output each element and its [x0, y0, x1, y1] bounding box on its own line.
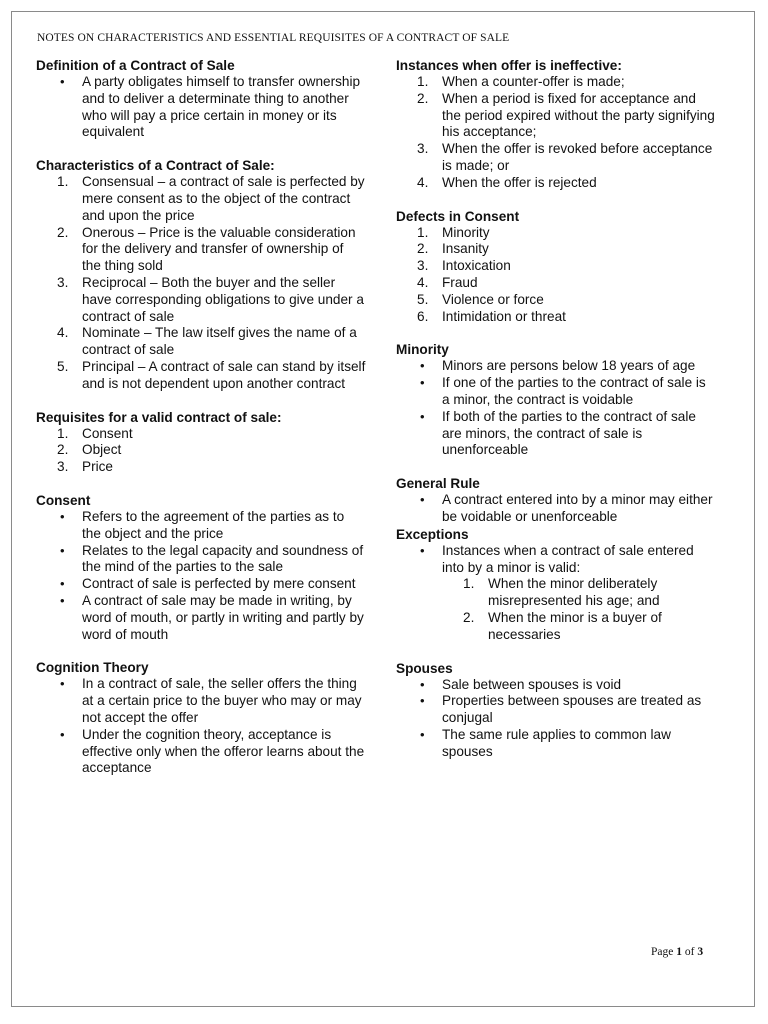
list-item: • Under the cognition theory, acceptance is effective only when the offeror learns about the acceptance [82, 727, 366, 777]
list-item: • In a contract of sale, the seller offers the thing at a certain price to the buyer who may or may not accept the offer [82, 676, 366, 726]
list-item: • Relates to the legal capacity and soundness of the mind of the parties to the sale [82, 543, 366, 577]
page-total: 3 [697, 946, 704, 958]
section-defects-in-consent [396, 208, 716, 326]
minority-list [396, 358, 716, 459]
list-item: Intoxication [442, 258, 511, 274]
list-item: Price [82, 459, 113, 475]
section-exceptions [396, 526, 716, 644]
ineffective-list [396, 74, 716, 192]
exceptions-sublist [442, 576, 716, 643]
list-item: Consent [82, 425, 133, 441]
of-word: of [684, 946, 695, 958]
cognition-list [36, 676, 366, 777]
list-item: Insanity [442, 241, 489, 257]
document-title: NOTES ON CHARACTERISTICS AND ESSENTIAL REQUISITES OF A CONTRACT OF SALE [37, 32, 510, 44]
section-cognition-theory [36, 659, 366, 777]
list-item: When the minor deliberately misrepresented his age; and [488, 576, 660, 609]
list-item: • A party obligates himself to transfer ownership and to deliver a determinate thing to another who will pay a price certain in money or its equivalent [82, 74, 366, 141]
exceptions-item-text: Instances when a contract of sale entered into by a minor is valid: [442, 542, 694, 575]
list-item: • Refers to the agreement of the parties as to the object and the price [82, 509, 366, 543]
list-item: • Contract of sale is perfected by mere consent [82, 576, 366, 593]
heading-definition: Definition of a Contract of Sale [36, 58, 235, 73]
heading-requisites: Requisites for a valid contract of sale: [36, 409, 282, 425]
list-item [442, 543, 716, 644]
spouses-list [396, 677, 716, 761]
list-item: When the offer is revoked before acceptance is made; or [442, 141, 713, 173]
section-offer-ineffective [396, 57, 716, 192]
list-item: Principal – A contract of sale can stand by itself and is not dependent upon another contract [82, 358, 366, 391]
section-general-rule [396, 475, 716, 526]
list-item: Minority [442, 224, 490, 240]
section-requisites [36, 409, 366, 476]
section-spouses [396, 660, 716, 761]
list-item: • A contract entered into by a minor may either be voidable or unenforceable [442, 492, 716, 526]
list-item: Onerous – Price is the valuable consideration for the delivery and transfer of ownership of the thing sold [82, 224, 356, 274]
list-item: When the offer is rejected [442, 174, 597, 190]
general-rule-list [396, 492, 716, 526]
left-column [36, 57, 366, 777]
defects-list [396, 225, 716, 326]
list-item: • If one of the parties to the contract of sale is a minor, the contract is voidable [442, 375, 716, 409]
exceptions-list [396, 543, 716, 644]
list-item: • A contract of sale may be made in writing, by word of mouth, or partly in writing and partly by word of mouth [82, 593, 366, 643]
list-item: • Properties between spouses are treated as conjugal [442, 693, 716, 727]
consent-list [36, 509, 366, 643]
list-item: • The same rule applies to common law spouses [442, 727, 716, 761]
list-item: When a counter-offer is made; [442, 74, 625, 89]
page-number [651, 946, 703, 958]
heading-offer-ineffective: Instances when offer is ineffective: [396, 58, 622, 73]
list-item: Reciprocal – Both the buyer and the seller have corresponding obligations to give under a contract of sale [82, 274, 364, 324]
list-item: When the minor is a buyer of necessaries [488, 609, 662, 642]
list-item: Fraud [442, 274, 478, 290]
page-word: Page [651, 946, 674, 958]
list-item: • Sale between spouses is void [442, 677, 716, 694]
list-item: Consensual – a contract of sale is perfected by mere consent as to the object of the contract and upon the price [82, 174, 365, 223]
list-item: When a period is fixed for acceptance and the period expired without the party signifying his acceptance; [442, 90, 715, 140]
heading-general-rule: General Rule [396, 476, 480, 492]
heading-spouses: Spouses [396, 660, 453, 676]
heading-defects-in-consent: Defects in Consent [396, 208, 520, 224]
right-column [396, 57, 716, 761]
heading-cognition-theory: Cognition Theory [36, 660, 149, 676]
requisites-list [36, 426, 366, 476]
list-item: • Minors are persons below 18 years of age [442, 358, 716, 375]
heading-minority: Minority [396, 342, 449, 358]
list-item: Intimidation or threat [442, 308, 566, 324]
page-current: 1 [676, 946, 682, 958]
section-consent [36, 492, 366, 643]
list-item: • If both of the parties to the contract of sale are minors, the contract of sale is unenforceable [442, 409, 716, 459]
definition-list [36, 74, 366, 141]
section-minority [396, 341, 716, 459]
section-characteristics [36, 157, 366, 392]
heading-exceptions: Exceptions [396, 526, 469, 542]
characteristics-list [36, 174, 366, 392]
list-item: Nominate – The law itself gives the name of a contract of sale [82, 325, 357, 358]
heading-consent: Consent [36, 492, 91, 508]
section-definition [36, 57, 366, 141]
heading-characteristics: Characteristics of a Contract of Sale: [36, 158, 275, 174]
list-item: Object [82, 442, 122, 458]
list-item: Violence or force [442, 291, 544, 307]
